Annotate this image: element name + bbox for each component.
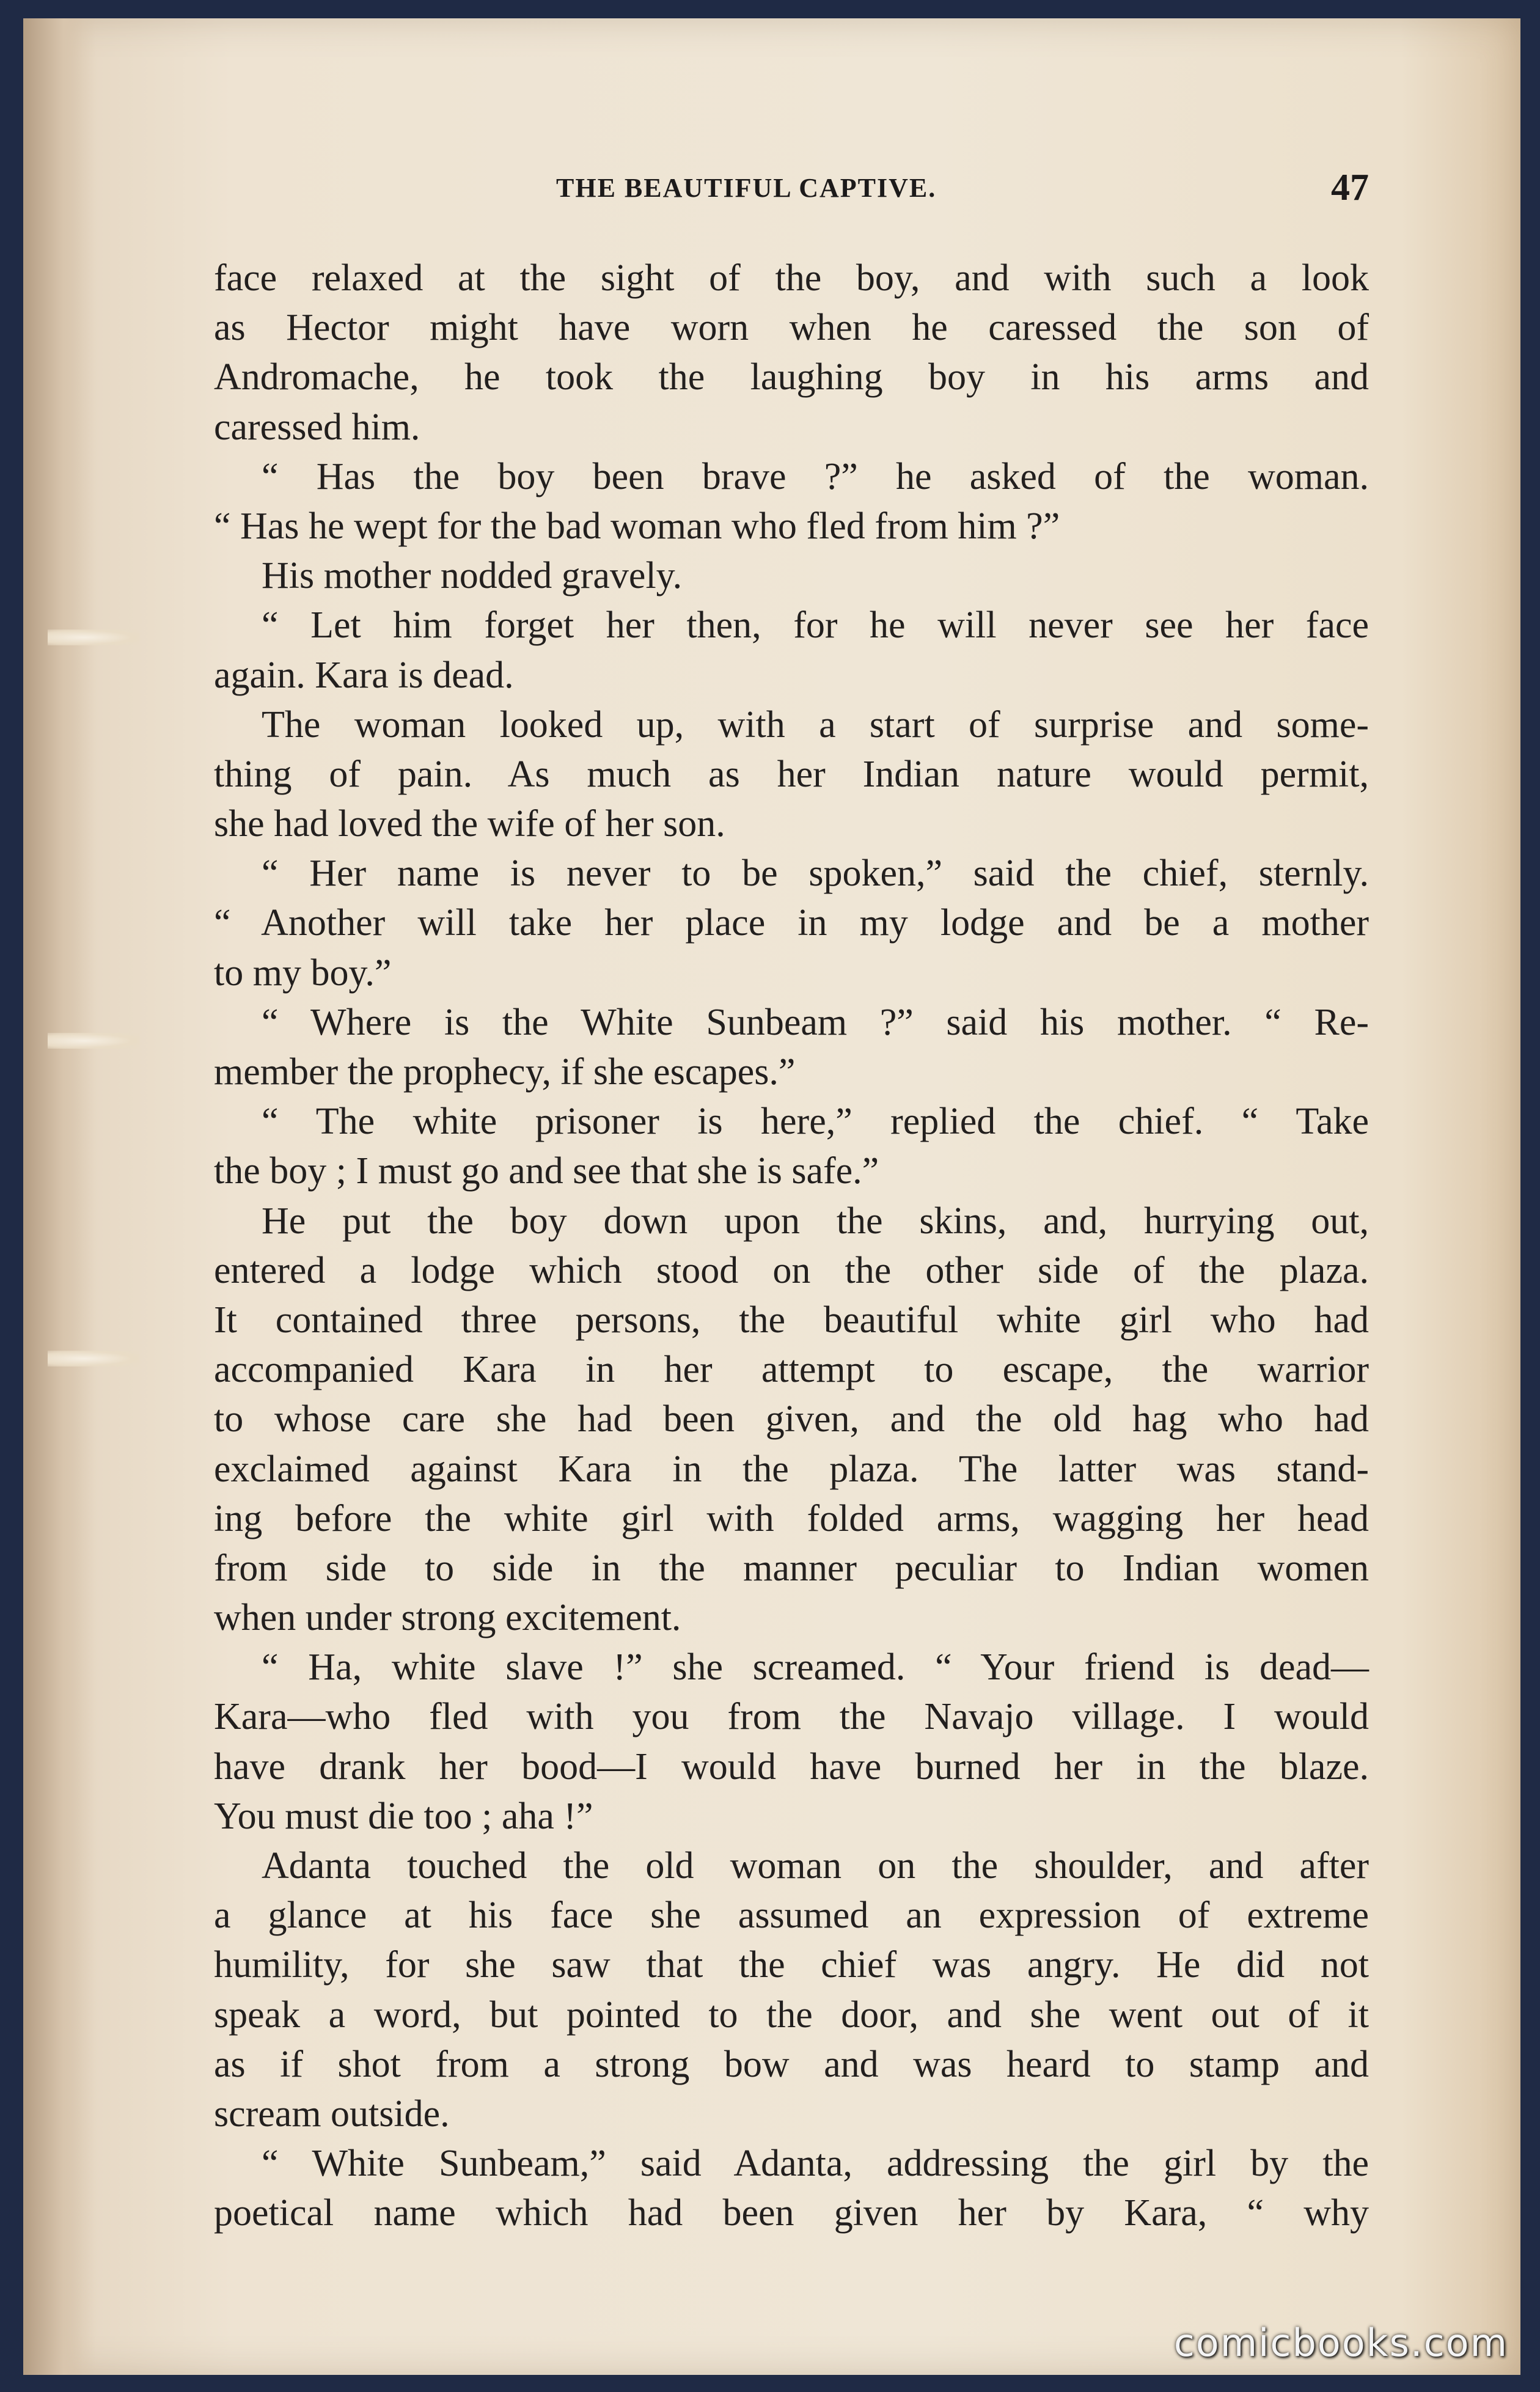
paragraph [214, 700, 1369, 849]
text-line: poetical name which had been given her by Kara, “ why [214, 2192, 1369, 2234]
text-line: “ Let him forget her then, for he will never see her face [262, 604, 1369, 647]
paragraph [214, 2139, 1369, 2238]
paragraph [214, 998, 1369, 1097]
text-line: again. Kara is dead. [214, 654, 514, 696]
paragraph [214, 254, 1369, 452]
text-line: He put the boy down upon the skins, and, hurrying out, [262, 1200, 1369, 1242]
text-line: from side to side in the manner peculiar to Indian women [214, 1547, 1369, 1589]
text-line: Andromache, he took the laughing boy in his arms and [214, 356, 1369, 398]
text-line: she had loved the wife of her son. [214, 803, 725, 845]
text-line: “ Has the boy been brave ?” he asked of the woman. [262, 455, 1369, 497]
paragraph [214, 1841, 1369, 2139]
text-line: a glance at his face she assumed an expression of extreme [214, 1895, 1369, 1937]
text-line: to my boy.” [214, 952, 392, 994]
text-line: Adanta touched the old woman on the shoulder, and after [262, 1845, 1369, 1887]
text-line: humility, for she saw that the chief was angry. He did not [214, 1944, 1369, 1986]
text-line: have drank her bood—I would have burned her in the blaze. [214, 1745, 1369, 1788]
text-line: His mother nodded gravely. [262, 555, 683, 597]
text-line: thing of pain. As much as her Indian nature would permit, [214, 753, 1369, 795]
paragraph [214, 1197, 1369, 1643]
text-line: The woman looked up, with a start of surprise and some- [262, 703, 1369, 746]
text-line: “ White Sunbeam,” said Adanta, addressing the girl by the [262, 2143, 1369, 2185]
text-line: as if shot from a strong bow and was heard to stamp and [214, 2043, 1369, 2085]
text-line: “ Another will take her place in my lodge and be a mother [214, 902, 1369, 944]
binding-stitch [48, 1033, 139, 1049]
text-line: when under strong excitement. [214, 1597, 681, 1639]
text-line: caressed him. [214, 406, 420, 448]
text-line: face relaxed at the sight of the boy, and with such a look [214, 257, 1369, 299]
page-number: 47 [1331, 167, 1369, 208]
paragraph [214, 849, 1369, 998]
text-line: member the prophecy, if she escapes.” [214, 1051, 796, 1093]
text-line: “ Where is the White Sunbeam ?” said his mother. “ Re- [262, 1001, 1369, 1043]
text-line: entered a lodge which stood on the other side of the plaza. [214, 1249, 1369, 1291]
text-line: Kara—who fled with you from the Navajo village. I would [214, 1696, 1369, 1738]
paragraph [214, 551, 1369, 601]
running-head: THE BEAUTIFUL CAPTIVE. [556, 173, 937, 203]
binding-gutter [23, 18, 97, 2375]
text-line: You must die too ; aha !” [214, 1795, 593, 1837]
body-text [214, 254, 1369, 2239]
watermark-logo: comicbooks.com [1173, 2320, 1508, 2365]
text-line: to whose care she had been given, and the old hag who had [214, 1398, 1369, 1440]
text-line: “ Ha, white slave !” she screamed. “ Your friend is dead— [262, 1646, 1369, 1689]
paragraph [214, 601, 1369, 700]
text-line: ing before the white girl with folded arms, wagging her head [214, 1497, 1369, 1539]
text-line: the boy ; I must go and see that she is safe.” [214, 1150, 879, 1192]
text-line: accompanied Kara in her attempt to escape, the warrior [214, 1349, 1369, 1391]
binding-stitch [48, 1351, 139, 1367]
page-header [214, 166, 1369, 215]
text-line: It contained three persons, the beautiful white girl who had [214, 1299, 1369, 1341]
text-line: as Hector might have worn when he caressed the son of [214, 307, 1369, 349]
text-line: “ The white prisoner is here,” replied the chief. “ Take [262, 1101, 1369, 1143]
text-line: exclaimed against Kara in the plaza. The latter was stand- [214, 1448, 1369, 1490]
paragraph [214, 1643, 1369, 1841]
text-line: scream outside. [214, 2093, 450, 2135]
paragraph [214, 1097, 1369, 1196]
text-line: “ Her name is never to be spoken,” said the chief, sternly. [262, 853, 1369, 895]
paragraph [214, 452, 1369, 551]
text-line: “ Has he wept for the bad woman who fled from him ?” [214, 505, 1060, 547]
text-line: speak a word, but pointed to the door, and she went out of it [214, 1994, 1369, 2036]
binding-stitch [48, 629, 139, 645]
